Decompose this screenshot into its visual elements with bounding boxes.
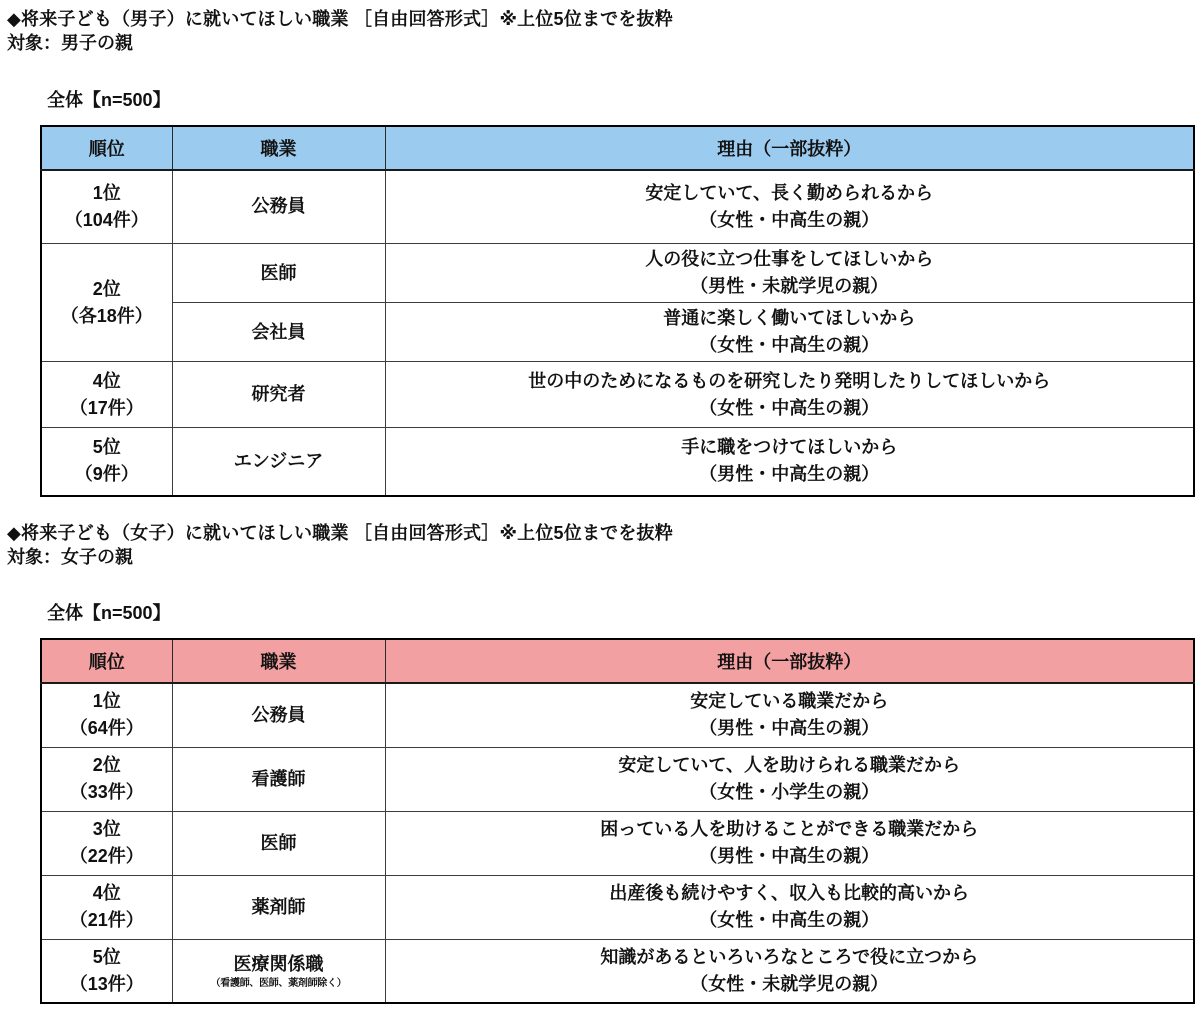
reason-text: 知識があるといろいろなところで役に立つから	[600, 946, 979, 967]
rank-cell	[41, 811, 172, 875]
rank-cell	[41, 683, 172, 747]
rank-cell	[41, 747, 172, 811]
reason-text: 安定していて、長く勤められるから	[645, 182, 934, 203]
reason-text: 困っている人を助けることができる職業だから	[600, 819, 979, 840]
reason-cell	[385, 244, 1194, 303]
rank-label: 5位	[92, 946, 121, 967]
table-header-row	[41, 126, 1194, 170]
rank-count: （13件）	[69, 973, 144, 994]
rank-label: 5位	[92, 437, 121, 458]
table-row	[41, 170, 1194, 244]
column-header-job: 職業	[172, 639, 385, 683]
table-row	[41, 303, 1194, 362]
job-cell: 公務員	[172, 683, 385, 747]
rank-count: （64件）	[69, 718, 144, 739]
table-row	[41, 939, 1194, 1003]
rank-cell	[41, 362, 172, 428]
reason-cell	[385, 747, 1194, 811]
reason-text: 人の役に立つ仕事をしてほしいから	[645, 249, 934, 270]
reason-text: 普通に楽しく働いてほしいから	[663, 308, 916, 329]
section1-title: ◆将来子ども（男子）に就いてほしい職業 ［自由回答形式］※上位5位までを抜粋	[7, 9, 673, 29]
job-cell: エンジニア	[172, 428, 385, 496]
section2-target-label: 対象：女子の親	[7, 546, 133, 567]
rank-label: 2位	[92, 755, 121, 776]
girls-ranking-table	[40, 638, 1195, 1004]
rank-label: 4位	[92, 370, 121, 391]
job-cell: 医師	[172, 811, 385, 875]
table-row	[41, 683, 1194, 747]
job-cell: 公務員	[172, 170, 385, 244]
reason-text: 出産後も続けやすく、収入も比較的高いから	[609, 883, 970, 904]
table-row	[41, 747, 1194, 811]
rank-label: 1位	[92, 691, 121, 712]
rank-cell	[41, 170, 172, 244]
job-cell: 医師	[172, 244, 385, 303]
respondent-attribute: （男性・未就学児の親）	[690, 276, 889, 297]
respondent-attribute: （男性・中高生の親）	[699, 718, 880, 739]
job-cell: 会社員	[172, 303, 385, 362]
respondent-attribute: （女性・小学生の親）	[699, 782, 880, 803]
job-cell: 看護師	[172, 747, 385, 811]
respondent-attribute: （女性・中高生の親）	[699, 397, 880, 418]
section1-target-label: 対象：男子の親	[7, 33, 133, 54]
boys-ranking-table	[40, 125, 1195, 497]
respondent-attribute: （男性・中高生の親）	[699, 464, 880, 485]
table-row	[41, 875, 1194, 939]
column-header-reason: 理由（一部抜粋）	[385, 639, 1194, 683]
rank-label: 2位	[92, 278, 121, 299]
section1-sample-size-label: 全体【n=500】	[47, 89, 171, 110]
rank-count: （9件）	[74, 464, 139, 485]
job-cell	[172, 939, 385, 1003]
reason-text: 安定していて、人を助けられる職業だから	[618, 755, 961, 776]
reason-cell	[385, 811, 1194, 875]
job-note: （看護師、医師、薬剤師除く）	[210, 978, 347, 990]
respondent-attribute: （女性・未就学児の親）	[690, 973, 889, 994]
respondent-attribute: （男性・中高生の親）	[699, 846, 880, 867]
column-header-rank: 順位	[41, 126, 172, 170]
rank-count: （各18件）	[60, 305, 153, 326]
reason-cell	[385, 428, 1194, 496]
rank-label: 4位	[92, 883, 121, 904]
column-header-job: 職業	[172, 126, 385, 170]
reason-cell	[385, 683, 1194, 747]
rank-cell	[41, 428, 172, 496]
job-cell: 薬剤師	[172, 875, 385, 939]
section2-title: ◆将来子ども（女子）に就いてほしい職業 ［自由回答形式］※上位5位までを抜粋	[7, 522, 673, 543]
section2-sample-size-label: 全体【n=500】	[47, 603, 171, 624]
rank-count: （17件）	[69, 397, 144, 418]
table-header-row	[41, 639, 1194, 683]
table-row	[41, 362, 1194, 428]
rank-cell	[41, 939, 172, 1003]
respondent-attribute: （女性・中高生の親）	[699, 335, 880, 356]
column-header-reason: 理由（一部抜粋）	[385, 126, 1194, 170]
column-header-rank: 順位	[41, 639, 172, 683]
table-row	[41, 428, 1194, 496]
rank-label: 1位	[92, 182, 121, 203]
job-cell: 研究者	[172, 362, 385, 428]
rank-cell	[41, 875, 172, 939]
rank-count: （21件）	[69, 910, 144, 931]
reason-cell	[385, 303, 1194, 362]
rank-label: 3位	[92, 819, 121, 840]
reason-cell	[385, 170, 1194, 244]
rank-cell	[41, 244, 172, 362]
respondent-attribute: （女性・中高生の親）	[699, 910, 880, 931]
reason-cell	[385, 875, 1194, 939]
reason-text: 手に職をつけてほしいから	[681, 437, 898, 458]
reason-cell	[385, 939, 1194, 1003]
rank-count: （22件）	[69, 846, 144, 867]
reason-text: 安定している職業だから	[690, 691, 889, 712]
reason-cell	[385, 362, 1194, 428]
rank-count: （33件）	[69, 782, 144, 803]
table-row	[41, 244, 1194, 303]
table-row	[41, 811, 1194, 875]
reason-text: 世の中のためになるものを研究したり発明したりしてほしいから	[528, 370, 1051, 391]
rank-count: （104件）	[64, 209, 149, 230]
respondent-attribute: （女性・中高生の親）	[699, 209, 880, 230]
job-label: 医療関係職	[233, 954, 324, 975]
